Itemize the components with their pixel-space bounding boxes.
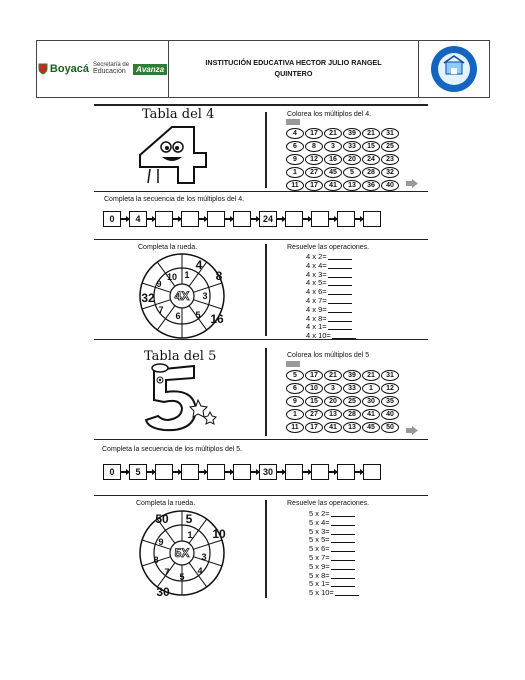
number-circle[interactable]: 25 (381, 141, 399, 152)
t4-ops-instruction: Resuelve las operaciones. (287, 244, 370, 251)
number-circle[interactable]: 13 (324, 409, 342, 420)
operation-text: 4 x 3= (306, 269, 327, 279)
number-circle[interactable]: 12 (381, 383, 399, 394)
t4-multiples-grid (286, 128, 399, 191)
sequence-box-blank[interactable] (363, 464, 381, 480)
sequence-arrow-icon (147, 471, 155, 473)
number-circle[interactable]: 28 (343, 409, 361, 420)
t5-divider (265, 348, 267, 436)
number-circle[interactable]: 27 (305, 409, 323, 420)
number-circle[interactable]: 3 (324, 383, 342, 394)
t4-wheel-instruction: Completa la rueda. (138, 244, 198, 251)
number-circle[interactable]: 11 (286, 180, 304, 191)
operation-text: 5 x 4= (309, 517, 330, 527)
answer-blank[interactable] (331, 519, 355, 526)
number-circle[interactable]: 4 (286, 128, 304, 139)
sequence-arrow-icon (303, 218, 311, 220)
t4-sequence-instruction: Completa la secuencia de los múltiplos del 4. (104, 196, 245, 203)
operation-text: 5 x 2= (309, 509, 330, 518)
number-circle[interactable]: 1 (286, 167, 304, 178)
number-circle[interactable]: 41 (362, 409, 380, 420)
t5-multiples-grid (286, 370, 399, 433)
sequence-box-filled: 4 (129, 211, 147, 227)
t5-bottom-divider (265, 500, 267, 598)
number-circle[interactable]: 20 (343, 154, 361, 165)
wheel-inner-number: 6 (175, 311, 181, 321)
operation-text: 4 x 6= (306, 287, 327, 297)
sequence-arrow-icon (199, 218, 207, 220)
wheel-inner-number: 5 (195, 310, 201, 320)
number-circle[interactable]: 9 (286, 396, 304, 407)
sequence-arrow-icon (199, 471, 207, 473)
answer-blank[interactable] (331, 545, 355, 552)
number-circle[interactable]: 30 (362, 396, 380, 407)
operation-text: 4 x 9= (306, 304, 327, 314)
t5-color-instruction: Colorea los múltiplos del 5 (287, 352, 370, 359)
number-circle[interactable]: 21 (324, 370, 342, 381)
sequence-box-blank[interactable] (155, 464, 173, 480)
number-circle[interactable]: 13 (343, 422, 361, 433)
answer-blank[interactable] (331, 510, 355, 517)
wheel-inner-number: 7 (158, 305, 164, 315)
number-circle[interactable]: 41 (324, 180, 342, 191)
sequence-box-blank[interactable] (363, 211, 381, 227)
number-circle[interactable]: 45 (324, 167, 342, 178)
logos-cell (37, 41, 169, 97)
wheel-inner-number: 9 (158, 537, 164, 547)
operation-text: 5 x 5= (309, 535, 330, 545)
t4-operations-list (306, 253, 356, 341)
operation-text: 4 x 2= (306, 252, 327, 261)
boyaca-shield-icon (38, 63, 48, 75)
answer-blank[interactable] (328, 271, 352, 278)
number-circle[interactable]: 1 (362, 383, 380, 394)
number-circle[interactable]: 5 (343, 167, 361, 178)
answer-blank[interactable] (331, 572, 355, 579)
number-circle[interactable]: 15 (362, 141, 380, 152)
number-circle[interactable]: 33 (343, 383, 361, 394)
answer-blank[interactable] (328, 297, 352, 304)
answer-blank[interactable] (331, 528, 355, 535)
number-five-character-illustration (134, 360, 224, 436)
operation-text: 5 x 1= (309, 579, 330, 589)
wheel-inner-number: 9 (156, 279, 162, 289)
number-circle[interactable]: 6 (286, 141, 304, 152)
sequence-box-blank[interactable] (207, 464, 225, 480)
number-circle[interactable]: 35 (381, 396, 399, 407)
t4-bottom-divider (265, 244, 267, 336)
number-circle[interactable]: 28 (362, 167, 380, 178)
number-circle[interactable]: 13 (343, 180, 361, 191)
t5-arrow-right-icon (406, 422, 418, 440)
number-circle[interactable]: 23 (381, 154, 399, 165)
number-circle[interactable]: 36 (362, 180, 380, 191)
sequence-arrow-icon (225, 218, 233, 220)
sequence-arrow-icon (303, 471, 311, 473)
wheel-outer-number: 5 (185, 512, 193, 526)
document-header (36, 40, 490, 98)
avanza-logo: Avanza (133, 64, 167, 75)
number-circle[interactable]: 40 (381, 409, 399, 420)
number-circle[interactable]: 17 (305, 180, 323, 191)
number-circle[interactable]: 50 (381, 422, 399, 433)
sequence-arrow-icon (355, 471, 363, 473)
t4-divider (265, 112, 267, 188)
wheel-inner-number: 7 (164, 567, 170, 577)
number-circle[interactable]: 10 (305, 383, 323, 394)
wheel-inner-number: 8 (153, 555, 159, 565)
number-circle[interactable]: 32 (381, 167, 399, 178)
wheel-center-label: 5X (174, 546, 190, 560)
t5-wheel-instruction: Completa la rueda. (136, 500, 196, 507)
answer-blank[interactable] (328, 323, 352, 330)
number-circle[interactable]: 16 (324, 154, 342, 165)
t5-operations-list (309, 510, 359, 598)
number-circle[interactable]: 21 (324, 128, 342, 139)
t5-title: Tabla del 5 (144, 349, 217, 364)
t4-sequence-row (103, 211, 381, 227)
sequence-arrow-icon (355, 218, 363, 220)
number-circle[interactable]: 41 (324, 422, 342, 433)
number-circle[interactable]: 17 (305, 370, 323, 381)
secretaria-label: Secretaría de Educación (93, 61, 130, 76)
wheel-center-label: 4X (174, 289, 190, 303)
t5-sequence-row (103, 464, 381, 480)
number-circle[interactable]: 45 (362, 422, 380, 433)
sequence-arrow-icon (225, 471, 233, 473)
number-circle[interactable]: 39 (343, 370, 361, 381)
operation-text: 5 x 7= (309, 552, 330, 562)
number-circle[interactable]: 1 (286, 409, 304, 420)
answer-blank[interactable] (331, 554, 355, 561)
number-circle[interactable]: 11 (286, 422, 304, 433)
wheel-outer-number: 16 (210, 312, 224, 326)
number-four-character-illustration (132, 123, 212, 189)
wheel-inner-number: 5 (179, 572, 185, 582)
sequence-arrow-icon (329, 471, 337, 473)
sequence-arrow-icon (147, 218, 155, 220)
institution-name: INSTITUCIÓN EDUCATIVA HECTOR JULIO RANGEL QUINTERO (169, 41, 419, 97)
answer-blank[interactable] (328, 253, 352, 260)
answer-blank[interactable] (335, 589, 359, 596)
answer-blank[interactable] (328, 262, 352, 269)
sequence-arrow-icon (173, 471, 181, 473)
sequence-box-blank[interactable] (233, 211, 251, 227)
sequence-box-blank[interactable] (337, 464, 355, 480)
wheel-inner-number: 10 (166, 272, 178, 282)
number-circle[interactable]: 21 (362, 370, 380, 381)
operation-text: 4 x 4= (306, 260, 327, 270)
answer-blank[interactable] (328, 288, 352, 295)
operation-row (309, 589, 359, 598)
answer-blank[interactable] (332, 332, 356, 339)
number-circle[interactable]: 12 (305, 154, 323, 165)
wheel-inner-number: 3 (201, 552, 207, 562)
wheel-outer-number: 32 (141, 291, 155, 305)
sequence-box-filled: 5 (129, 464, 147, 480)
answer-blank[interactable] (331, 563, 355, 570)
sequence-arrow-icon (173, 218, 181, 220)
sequence-box-blank[interactable] (337, 211, 355, 227)
sequence-box-blank[interactable] (311, 464, 329, 480)
sequence-arrow-icon (251, 471, 259, 473)
operation-text: 5 x 8= (309, 570, 330, 580)
sequence-arrow-icon (121, 471, 129, 473)
operation-text: 4 x 8= (306, 313, 327, 323)
t5-sequence-instruction: Completa la secuencia de los múltiplos del 5. (102, 446, 243, 453)
school-seal-icon (429, 44, 479, 94)
number-circle[interactable]: 17 (305, 128, 323, 139)
wheel-outer-number: 50 (155, 512, 169, 526)
number-circle[interactable]: 6 (286, 383, 304, 394)
number-circle[interactable]: 40 (381, 180, 399, 191)
t4-arrow-down-icon (286, 119, 300, 125)
sequence-box-blank[interactable] (285, 211, 303, 227)
number-circle[interactable]: 31 (381, 128, 399, 139)
t4-color-instruction: Colorea los múltiplos del 4. (287, 111, 372, 118)
boyaca-logo: Boyacá (38, 63, 89, 75)
number-circle[interactable]: 5 (286, 370, 304, 381)
number-circle[interactable]: 39 (343, 128, 361, 139)
t5-ops-instruction: Resuelve las operaciones. (287, 500, 370, 507)
sequence-box-filled: 24 (259, 211, 277, 227)
sequence-box-blank[interactable] (181, 211, 199, 227)
sequence-box-blank[interactable] (285, 464, 303, 480)
number-circle[interactable]: 20 (324, 396, 342, 407)
wheel-outer-number: 8 (215, 269, 223, 283)
number-circle[interactable]: 21 (362, 128, 380, 139)
wheel-outer-number: 10 (212, 527, 226, 541)
operation-text: 4 x 1= (306, 322, 327, 332)
sequence-box-blank[interactable] (233, 464, 251, 480)
operation-text: 5 x 3= (309, 526, 330, 536)
operation-text: 4 x 10= (306, 331, 331, 341)
t4-multiplication-wheel (137, 251, 227, 341)
number-circle[interactable]: 8 (305, 141, 323, 152)
answer-blank[interactable] (328, 279, 352, 286)
operation-text: 5 x 9= (309, 561, 330, 571)
t5-multiplication-wheel (137, 508, 227, 598)
operation-text: 4 x 7= (306, 295, 327, 305)
wheel-inner-number: 4 (197, 566, 203, 576)
sequence-box-blank[interactable] (311, 211, 329, 227)
wheel-outer-number: 4 (195, 258, 203, 272)
number-circle[interactable]: 33 (343, 141, 361, 152)
number-circle[interactable]: 31 (381, 370, 399, 381)
answer-blank[interactable] (328, 315, 352, 322)
sequence-arrow-icon (251, 218, 259, 220)
wheel-inner-number: 1 (187, 530, 193, 540)
number-circle[interactable]: 24 (362, 154, 380, 165)
t4-title: Tabla del 4 (142, 107, 215, 122)
number-circle[interactable]: 25 (343, 396, 361, 407)
t5-arrow-down-icon (286, 361, 300, 367)
wheel-outer-number: 30 (156, 585, 170, 598)
t4-arrow-right-icon (406, 175, 418, 193)
sequence-box-filled: 0 (103, 464, 121, 480)
number-circle[interactable]: 17 (305, 422, 323, 433)
sequence-arrow-icon (329, 218, 337, 220)
operation-text: 5 x 10= (309, 588, 334, 598)
sequence-arrow-icon (277, 218, 285, 220)
number-circle[interactable]: 9 (286, 154, 304, 165)
answer-blank[interactable] (331, 536, 355, 543)
answer-blank[interactable] (331, 580, 355, 587)
sequence-box-filled: 0 (103, 211, 121, 227)
sequence-box-filled: 30 (259, 464, 277, 480)
sequence-box-blank[interactable] (207, 211, 225, 227)
operation-text: 5 x 6= (309, 544, 330, 554)
sequence-arrow-icon (121, 218, 129, 220)
sequence-box-blank[interactable] (155, 211, 173, 227)
sequence-arrow-icon (277, 471, 285, 473)
number-circle[interactable]: 27 (305, 167, 323, 178)
wheel-inner-number: 3 (202, 291, 208, 301)
operation-text: 4 x 5= (306, 278, 327, 288)
school-seal (419, 41, 489, 97)
number-circle[interactable]: 15 (305, 396, 323, 407)
number-circle[interactable]: 3 (324, 141, 342, 152)
wheel-inner-number: 1 (184, 270, 190, 280)
sequence-box-blank[interactable] (181, 464, 199, 480)
answer-blank[interactable] (328, 306, 352, 313)
